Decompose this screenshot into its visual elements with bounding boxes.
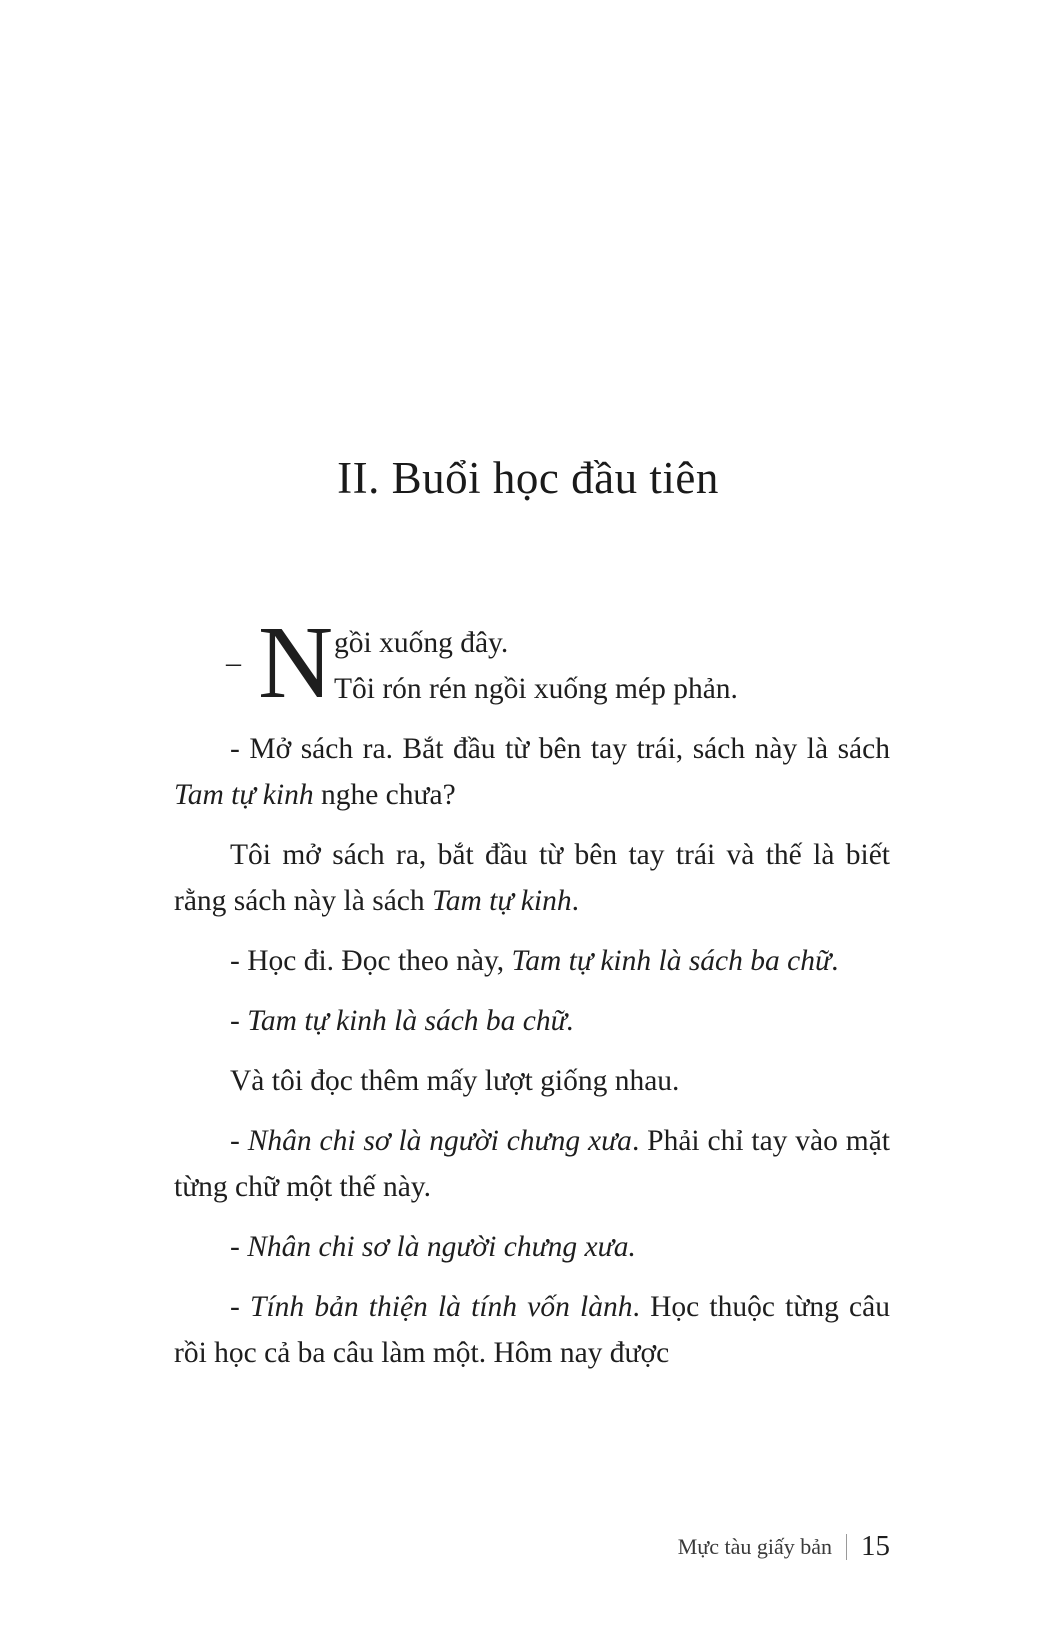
paragraph-1-text-a: - Mở sách ra. Bắt đầu từ bên tay trái, sách này là sách	[230, 733, 890, 765]
paragraph-7	[174, 1224, 890, 1270]
paragraph-7-text-a: -	[230, 1231, 248, 1263]
paragraph-1-italic: Tam tự kinh	[174, 779, 314, 811]
paragraph-7-italic: Nhân chi sơ là người chưng xưa.	[247, 1231, 636, 1263]
paragraph-6	[174, 1118, 890, 1210]
paragraph-2-italic: Tam tự kinh	[432, 885, 572, 917]
dropcap-letter: N	[258, 605, 334, 720]
paragraph-6-text-c: . Phải chỉ tay vào mặt từng chữ một thế này.	[174, 1125, 890, 1203]
paragraph-6-text-a: -	[230, 1125, 248, 1157]
paragraph-2	[174, 832, 890, 924]
dropcap-paragraph	[174, 605, 890, 720]
page-number: 15	[861, 1530, 890, 1562]
paragraph-4	[174, 998, 890, 1044]
body-text	[174, 605, 890, 1390]
footer-divider	[846, 1534, 847, 1560]
paragraph-5-text-a: Và tôi đọc thêm mấy lượt giống nhau.	[230, 1065, 680, 1097]
dropcap-dash: –	[226, 646, 241, 679]
paragraph-8-text-a: -	[230, 1291, 251, 1323]
paragraph-4-italic: Tam tự kinh là sách ba chữ.	[247, 1005, 575, 1037]
paragraph-3	[174, 938, 890, 984]
paragraph-2-text-a: Tôi mở sách ra, bắt đầu từ bên tay trái và thế là biết rằng sách này là sách	[174, 839, 890, 917]
running-book-title: Mực tàu giấy bản	[677, 1533, 832, 1559]
paragraph-1	[174, 726, 890, 818]
page-footer	[678, 1530, 890, 1563]
paragraph-5	[174, 1058, 890, 1104]
paragraph-8-text-c: . Học thuộc từng câu rồi học cả ba câu làm một. Hôm nay được	[174, 1291, 890, 1369]
paragraph-3-text-a: - Học đi. Đọc theo này,	[230, 945, 512, 977]
chapter-title: II. Buổi học đầu tiên	[337, 453, 719, 503]
paragraph-1-text-c: nghe chưa?	[313, 779, 456, 811]
paragraph-6-italic: Nhân chi sơ là người chưng xưa	[247, 1125, 632, 1157]
dropcap-line-1: gồi xuống đây.	[334, 627, 509, 659]
paragraph-8	[174, 1284, 890, 1376]
paragraph-2-text-c: .	[571, 885, 579, 917]
paragraph-4-text-a: -	[230, 1005, 248, 1037]
paragraph-3-text-c: .	[831, 945, 839, 977]
paragraph-8-italic: Tính bản thiện là tính vốn lành	[250, 1291, 633, 1323]
paragraph-3-italic: Tam tự kinh là sách ba chữ	[511, 945, 832, 977]
dropcap-line-2: Tôi rón rén ngồi xuống mép phản.	[334, 673, 738, 705]
